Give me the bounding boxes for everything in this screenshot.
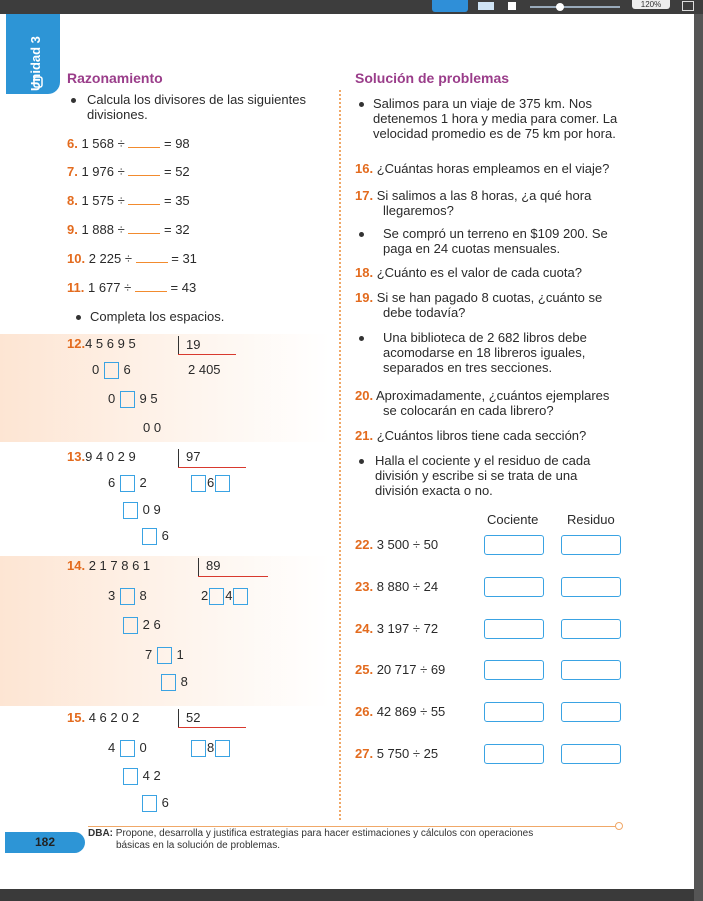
digit-box[interactable]: [123, 502, 138, 519]
division-15-header: 15. 4 6 2 0 2: [67, 710, 140, 725]
division-15-row2: 4 2: [122, 768, 161, 785]
bullet: [359, 232, 364, 237]
zoom-slider-track[interactable]: [530, 6, 620, 8]
division-bracket: [178, 449, 179, 467]
bullet: [76, 315, 81, 320]
digit-box[interactable]: [191, 740, 206, 757]
problem2-line2: paga en 24 cuotas mensuales.: [383, 241, 561, 256]
residuo-box[interactable]: [561, 619, 621, 639]
division-line: [198, 576, 268, 577]
residuo-box[interactable]: [561, 702, 621, 722]
nav-button[interactable]: [432, 0, 468, 12]
cociente-box[interactable]: [484, 702, 544, 722]
footer-rule-end: [615, 822, 623, 830]
cociente-box[interactable]: [484, 619, 544, 639]
band-12: [0, 334, 330, 442]
division-13-row1: 6 2: [108, 475, 147, 492]
digit-box[interactable]: [120, 588, 135, 605]
division-15-row3: 6: [141, 795, 169, 812]
quotient-13: 6: [190, 475, 231, 492]
quotient-12: 2 405: [188, 362, 221, 377]
scrollbar[interactable]: [694, 14, 703, 901]
question-20-line2: se colocarán en cada librero?: [383, 403, 554, 418]
division-bracket: [178, 336, 179, 354]
digit-box[interactable]: [215, 740, 230, 757]
exercise-10: 10. 2 225 ÷ = 31: [67, 251, 197, 266]
instruction-line1: Calcula los divisores de las siguientes: [87, 92, 306, 107]
section-heading-problems: Solución de problemas: [355, 70, 510, 86]
bullet: [359, 459, 364, 464]
row-23: 23. 8 880 ÷ 24: [355, 579, 439, 594]
problem4-line3: división exacta o no.: [375, 483, 493, 498]
bullet: [71, 98, 76, 103]
viewer-bottom-bar: [0, 889, 694, 901]
divisor-12: 19: [186, 337, 201, 352]
zoom-level: 120%: [632, 0, 670, 9]
division-line: [178, 727, 246, 728]
column-separator: [339, 90, 341, 820]
problem4-line1: Halla el cociente y el residuo de cada: [375, 453, 591, 468]
division-12-row2: 0 9 5: [108, 391, 158, 408]
division-12-row3: 0 0: [143, 420, 162, 435]
unit-icon: [33, 76, 43, 88]
digit-box[interactable]: [215, 475, 230, 492]
problem1-line3: velocidad promedio es de 75 km por hora.: [373, 126, 616, 141]
division-15-row1: 4 0: [108, 740, 147, 757]
problem1-line1: Salimos para un viaje de 375 km. Nos: [373, 96, 592, 111]
answer-blank[interactable]: [128, 193, 160, 205]
question-17: 17. Si salimos a las 8 horas, ¿a qué hora: [355, 188, 592, 203]
division-line: [178, 354, 236, 355]
answer-blank[interactable]: [128, 136, 160, 148]
divisor-14: 89: [206, 558, 221, 573]
problem3-line3: separados en tres secciones.: [383, 360, 553, 375]
answer-blank[interactable]: [128, 164, 160, 176]
digit-box[interactable]: [120, 740, 135, 757]
division-12-row1: 0 6: [92, 362, 131, 379]
page-view-icon[interactable]: [478, 2, 494, 10]
residuo-box[interactable]: [561, 577, 621, 597]
question-20: 20. Aproximadamente, ¿cuántos ejemplares: [355, 388, 610, 403]
division-14-row2: 2 6: [122, 617, 161, 634]
question-21: 21. ¿Cuántos libros tiene cada sección?: [355, 428, 587, 443]
question-18: 18. ¿Cuánto es el valor de cada cuota?: [355, 265, 582, 280]
division-13-header: 13.9 4 0 2 9: [67, 449, 136, 464]
residuo-box[interactable]: [561, 535, 621, 555]
answer-blank[interactable]: [136, 251, 168, 263]
section-heading-reasoning: Razonamiento: [67, 70, 163, 86]
question-17-line2: llegaremos?: [383, 203, 454, 218]
division-line: [178, 467, 246, 468]
digit-box[interactable]: [120, 391, 135, 408]
digit-box[interactable]: [123, 768, 138, 785]
exercise-11: 11. 1 677 ÷ = 43: [67, 280, 197, 295]
footer-rule: [88, 826, 618, 827]
digit-box[interactable]: [123, 617, 138, 634]
viewer-toolbar: [0, 0, 703, 14]
question-19: 19. Si se han pagado 8 cuotas, ¿cuánto se: [355, 290, 603, 305]
zoom-slider-handle[interactable]: [556, 3, 564, 11]
instruction-complete: Completa los espacios.: [90, 309, 225, 324]
exercise-7: 7. 1 976 ÷ = 52: [67, 164, 190, 179]
row-25: 25. 20 717 ÷ 69: [355, 662, 446, 677]
answer-blank[interactable]: [128, 222, 160, 234]
digit-box[interactable]: [191, 475, 206, 492]
digit-box[interactable]: [209, 588, 224, 605]
problem4-line2: división y escribe si se trata de una: [375, 468, 578, 483]
row-27: 27. 5 750 ÷ 25: [355, 746, 439, 761]
answer-blank[interactable]: [135, 280, 167, 292]
question-19-line2: debe todavía?: [383, 305, 466, 320]
fullscreen-icon[interactable]: [682, 1, 694, 11]
column-cociente: Cociente: [487, 512, 539, 527]
single-page-icon[interactable]: [508, 2, 516, 10]
bullet: [359, 336, 364, 341]
digit-box[interactable]: [120, 475, 135, 492]
digit-box[interactable]: [142, 528, 157, 545]
digit-box[interactable]: [157, 647, 172, 664]
row-24: 24. 3 197 ÷ 72: [355, 621, 439, 636]
column-residuo: Residuo: [567, 512, 615, 527]
exercise-9: 9. 1 888 ÷ = 32: [67, 222, 190, 237]
quotient-15: 8: [190, 740, 231, 757]
cociente-box[interactable]: [484, 577, 544, 597]
digit-box[interactable]: [161, 674, 176, 691]
division-bracket: [178, 709, 179, 727]
problem3-line2: acomodarse en 18 libreros iguales,: [383, 345, 586, 360]
cociente-box[interactable]: [484, 744, 544, 764]
residuo-box[interactable]: [561, 660, 621, 680]
dba-note: DBA: Propone, desarrolla y justifica estrategias para hacer estimaciones y cálculos con operaciones básicas en la solución de problemas.: [88, 828, 534, 851]
digit-box[interactable]: [104, 362, 119, 379]
cociente-box[interactable]: [484, 660, 544, 680]
division-14-row4: 8: [160, 674, 188, 691]
question-16: 16. ¿Cuántas horas empleamos en el viaje?: [355, 161, 610, 176]
problem1-line2: detenemos 1 hora y media para comer. La: [373, 111, 618, 126]
row-22: 22. 3 500 ÷ 50: [355, 537, 439, 552]
page-number: 182: [5, 832, 85, 853]
cociente-box[interactable]: [484, 535, 544, 555]
bullet: [359, 102, 364, 107]
division-12-header: 12.4 5 6 9 5: [67, 336, 136, 351]
instruction-line2: divisiones.: [87, 107, 148, 122]
digit-box[interactable]: [142, 795, 157, 812]
row-26: 26. 42 869 ÷ 55: [355, 704, 446, 719]
digit-box[interactable]: [233, 588, 248, 605]
division-14-row3: 7 1: [145, 647, 184, 664]
divisor-15: 52: [186, 710, 201, 725]
division-14-row1: 3 8: [108, 588, 147, 605]
division-bracket: [198, 558, 199, 576]
divisor-13: 97: [186, 449, 201, 464]
division-13-row2: 0 9: [122, 502, 161, 519]
exercise-8: 8. 1 575 ÷ = 35: [67, 193, 190, 208]
unit-tab-label: Unidad 3: [28, 36, 43, 92]
problem3-line1: Una biblioteca de 2 682 libros debe: [383, 330, 587, 345]
division-13-row3: 6: [141, 528, 169, 545]
exercise-6: 6. 1 568 ÷ = 98: [67, 136, 190, 151]
residuo-box[interactable]: [561, 744, 621, 764]
quotient-14: 2 4: [201, 588, 249, 605]
problem2-line1: Se compró un terreno en $109 200. Se: [383, 226, 608, 241]
division-14-header: 14. 2 1 7 8 6 1: [67, 558, 151, 573]
